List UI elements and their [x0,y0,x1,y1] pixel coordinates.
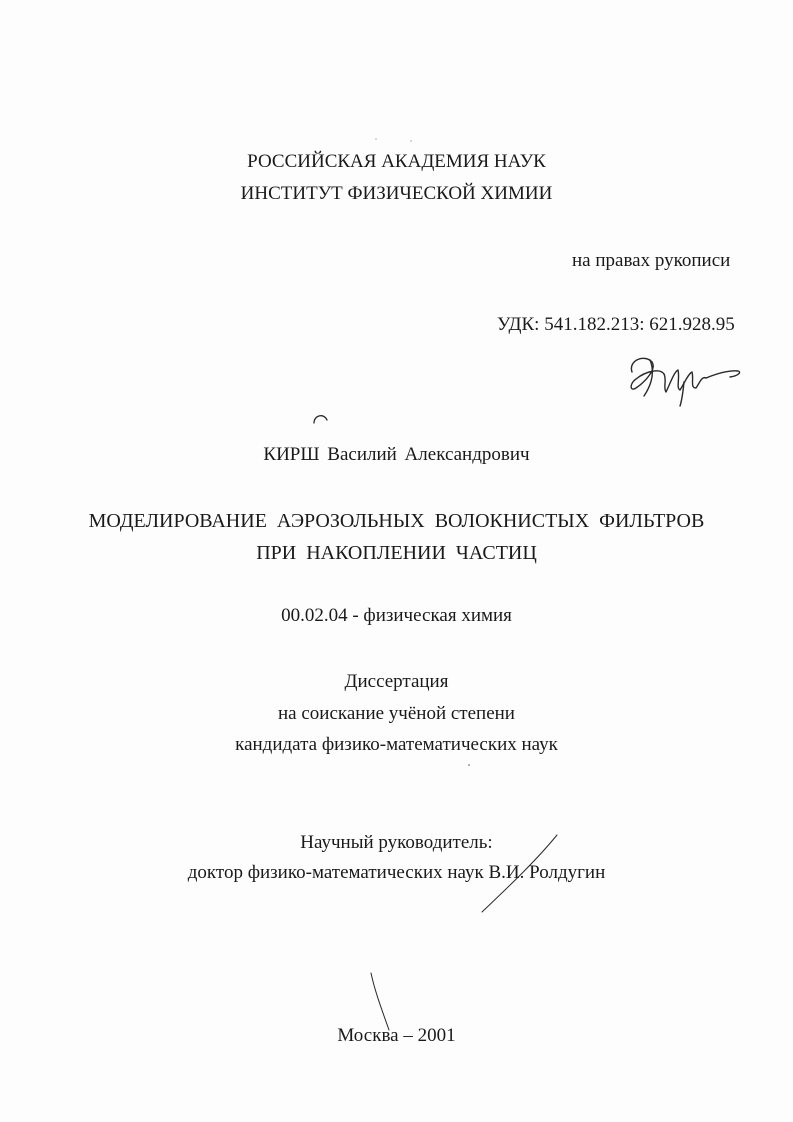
ink-vertical-stroke [371,973,389,1030]
manuscript-note: на правах рукописи [572,250,731,271]
thesis-title-line-1: МОДЕЛИРОВАНИЕ АЭРОЗОЛЬНЫХ ВОЛОКНИСТЫХ ФИЛЬТРОВ [88,510,705,532]
ink-dot [468,764,470,766]
dissertation-label: Диссертация [344,671,449,692]
place-and-year: Москва – 2001 [337,1025,456,1046]
ink-arc-mark [314,416,327,423]
dissertation-degree: кандидата физико-математических наук [235,734,558,755]
thesis-title-line-2: ПРИ НАКОПЛЕНИИ ЧАСТИЦ [256,542,537,564]
supervisor-name: доктор физико-математических наук В.И. Ролдугин [187,862,606,883]
specialty-code: 00.02.04 - физическая химия [281,605,512,626]
udk-code: УДК: 541.182.213: 621.928.95 [497,314,735,335]
author-name: КИРШ Василий Александрович [263,444,530,465]
signature [631,358,739,406]
ink-dot [410,140,411,141]
academy-name: РОССИЙСКАЯ АКАДЕМИЯ НАУК [247,151,546,172]
institute-name: ИНСТИТУТ ФИЗИЧЕСКОЙ ХИМИИ [240,183,553,204]
dissertation-purpose: на соискание учёной степени [278,703,515,724]
supervisor-label: Научный руководитель: [300,832,493,853]
ink-dot [375,138,376,139]
